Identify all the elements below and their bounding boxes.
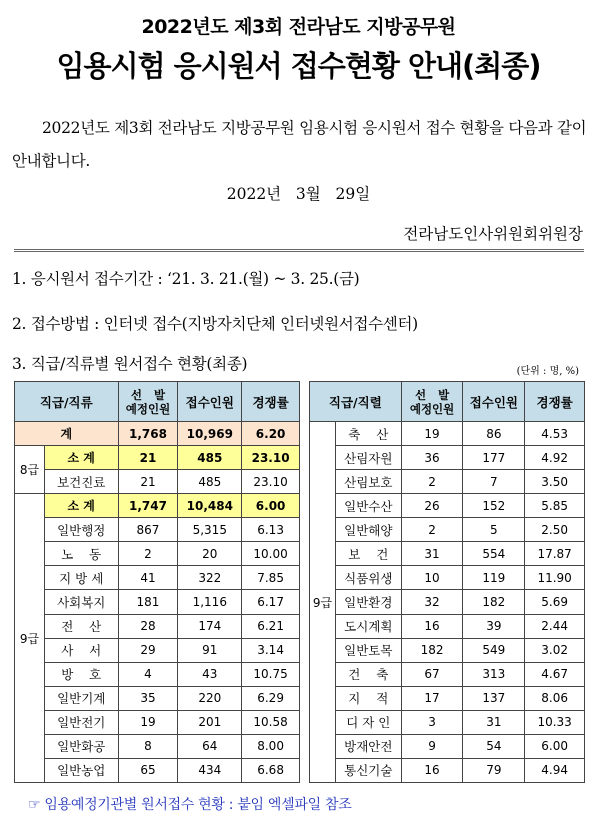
row-name: 보건진료 xyxy=(44,470,118,494)
row-ratio: 6.29 xyxy=(242,686,300,710)
row-applied: 7 xyxy=(463,470,525,494)
row-applied: 91 xyxy=(178,638,242,662)
table-row xyxy=(15,470,300,494)
table-row xyxy=(310,662,585,686)
row-planned: 16 xyxy=(401,614,463,638)
row-planned: 31 xyxy=(401,542,463,566)
row-ratio: 23.10 xyxy=(242,446,300,470)
table-row xyxy=(15,518,300,542)
row-planned: 19 xyxy=(118,710,178,734)
row-ratio: 10.33 xyxy=(525,710,585,734)
row-ratio: 10.58 xyxy=(242,710,300,734)
table-row xyxy=(310,734,585,758)
right-status-table xyxy=(309,381,585,783)
row-name: 소 계 xyxy=(44,446,118,470)
row-planned: 3 xyxy=(401,710,463,734)
total-applied: 10,969 xyxy=(178,422,242,446)
notice-date: 2022년 3월 29일 xyxy=(226,185,371,203)
double-separator xyxy=(14,249,584,252)
table-row xyxy=(15,590,300,614)
row-ratio: 4.94 xyxy=(525,758,585,782)
row-planned: 182 xyxy=(401,638,463,662)
table-row xyxy=(15,710,300,734)
row-applied: 10,484 xyxy=(178,494,242,518)
row-planned: 67 xyxy=(401,662,463,686)
table-row xyxy=(310,566,585,590)
table-row xyxy=(15,446,300,470)
table-row xyxy=(15,614,300,638)
row-planned: 36 xyxy=(401,446,463,470)
section-application-period: 1. 응시원서 접수기간 : ‘21. 3. 21.(월) ~ 3. 25.(금) xyxy=(12,270,360,288)
table-row xyxy=(15,566,300,590)
row-name: 통신기술 xyxy=(335,758,401,782)
row-ratio: 3.02 xyxy=(525,638,585,662)
row-applied: 5 xyxy=(463,518,525,542)
row-name: 일반행정 xyxy=(44,518,118,542)
row-ratio: 6.00 xyxy=(525,734,585,758)
header-planned-line1: 선 발 xyxy=(414,387,450,402)
row-applied: 79 xyxy=(463,758,525,782)
table-row xyxy=(310,494,585,518)
table-row xyxy=(310,446,585,470)
row-planned: 17 xyxy=(401,686,463,710)
row-name: 산림자원 xyxy=(335,446,401,470)
row-ratio: 6.21 xyxy=(242,614,300,638)
unit-note: (단위 : 명, %) xyxy=(516,366,579,377)
row-applied: 554 xyxy=(463,542,525,566)
row-name: 일반환경 xyxy=(335,590,401,614)
row-ratio: 6.00 xyxy=(242,494,300,518)
row-planned: 4 xyxy=(118,662,178,686)
row-planned: 9 xyxy=(401,734,463,758)
row-name: 일반해양 xyxy=(335,518,401,542)
row-ratio: 5.69 xyxy=(525,590,585,614)
row-name: 방재안전 xyxy=(335,734,401,758)
row-planned: 16 xyxy=(401,758,463,782)
row-applied: 31 xyxy=(463,710,525,734)
row-applied: 549 xyxy=(463,638,525,662)
row-planned: 28 xyxy=(118,614,178,638)
document-subtitle: 2022년도 제3회 전라남도 지방공무원 xyxy=(141,16,456,38)
table-row-total xyxy=(15,422,300,446)
table-row xyxy=(15,638,300,662)
row-applied: 119 xyxy=(463,566,525,590)
row-name: 건 축 xyxy=(335,662,401,686)
row-planned: 26 xyxy=(401,494,463,518)
row-ratio: 10.00 xyxy=(242,542,300,566)
header-applied: 접수인원 xyxy=(178,382,242,422)
row-name: 보 건 xyxy=(335,542,401,566)
table-row xyxy=(310,686,585,710)
row-name: 식품위생 xyxy=(335,566,401,590)
header-ratio: 경쟁률 xyxy=(242,382,300,422)
row-planned: 1,747 xyxy=(118,494,178,518)
row-ratio: 10.75 xyxy=(242,662,300,686)
row-name: 일반전기 xyxy=(44,710,118,734)
table-header-row xyxy=(15,382,300,422)
header-ratio: 경쟁률 xyxy=(525,382,585,422)
row-planned: 35 xyxy=(118,686,178,710)
footer-attachment-note: ☞ 임용예정기관별 원서접수 현황 : 붙임 엑셀파일 참조 xyxy=(28,797,352,813)
row-name: 노 동 xyxy=(44,542,118,566)
header-category: 직급/직렬 xyxy=(310,382,402,422)
row-ratio: 11.90 xyxy=(525,566,585,590)
row-applied: 434 xyxy=(178,758,242,782)
row-applied: 485 xyxy=(178,470,242,494)
row-planned: 65 xyxy=(118,758,178,782)
row-name: 일반농업 xyxy=(44,758,118,782)
row-ratio: 4.92 xyxy=(525,446,585,470)
row-name: 지 방 세 xyxy=(44,566,118,590)
row-ratio: 2.50 xyxy=(525,518,585,542)
row-applied: 43 xyxy=(178,662,242,686)
table-row xyxy=(310,470,585,494)
section-application-method: 2. 접수방법 : 인터넷 접수(지방자치단체 인터넷원서접수센터) xyxy=(12,315,418,333)
total-label: 계 xyxy=(15,422,119,446)
row-ratio: 2.44 xyxy=(525,614,585,638)
row-name: 축 산 xyxy=(335,422,401,446)
row-name: 지 적 xyxy=(335,686,401,710)
row-ratio: 7.85 xyxy=(242,566,300,590)
table-row xyxy=(310,614,585,638)
row-ratio: 6.13 xyxy=(242,518,300,542)
row-name: 사 서 xyxy=(44,638,118,662)
grade8-label: 8급 xyxy=(15,446,45,494)
header-applied: 접수인원 xyxy=(463,382,525,422)
grade9-label: 9급 xyxy=(310,422,336,783)
row-applied: 20 xyxy=(178,542,242,566)
row-applied: 313 xyxy=(463,662,525,686)
header-planned-line2: 예정인원 xyxy=(409,401,455,416)
row-planned: 867 xyxy=(118,518,178,542)
total-planned: 1,768 xyxy=(118,422,178,446)
table-row xyxy=(310,638,585,662)
total-ratio: 6.20 xyxy=(242,422,300,446)
row-ratio: 8.06 xyxy=(525,686,585,710)
table-row xyxy=(15,542,300,566)
header-planned-line1: 선 발 xyxy=(130,387,166,402)
row-planned: 181 xyxy=(118,590,178,614)
table-row xyxy=(15,734,300,758)
table-row xyxy=(15,758,300,782)
table-row xyxy=(15,686,300,710)
table-row xyxy=(310,518,585,542)
row-name: 도시계획 xyxy=(335,614,401,638)
row-name: 사회복지 xyxy=(44,590,118,614)
row-applied: 152 xyxy=(463,494,525,518)
left-status-table xyxy=(14,381,300,783)
row-applied: 86 xyxy=(463,422,525,446)
row-applied: 39 xyxy=(463,614,525,638)
intro-paragraph: 2022년도 제3회 전라남도 지방공무원 임용시험 응시원서 접수 현황을 다음과 같이 안내합니다. xyxy=(12,119,587,170)
row-applied: 485 xyxy=(178,446,242,470)
table-row xyxy=(310,758,585,782)
row-ratio: 8.00 xyxy=(242,734,300,758)
table-row xyxy=(15,662,300,686)
table-header-row xyxy=(310,382,585,422)
row-applied: 54 xyxy=(463,734,525,758)
row-name: 산림보호 xyxy=(335,470,401,494)
row-name: 일반토목 xyxy=(335,638,401,662)
row-name: 일반화공 xyxy=(44,734,118,758)
row-ratio: 4.53 xyxy=(525,422,585,446)
grade9-label: 9급 xyxy=(15,494,45,783)
row-applied: 220 xyxy=(178,686,242,710)
row-applied: 201 xyxy=(178,710,242,734)
table-row xyxy=(310,590,585,614)
row-applied: 177 xyxy=(463,446,525,470)
section-status-heading: 3. 직급/직류별 원서접수 현황(최종) xyxy=(12,355,248,373)
row-planned: 21 xyxy=(118,470,178,494)
row-planned: 10 xyxy=(401,566,463,590)
row-planned: 19 xyxy=(401,422,463,446)
row-ratio: 4.67 xyxy=(525,662,585,686)
row-applied: 182 xyxy=(463,590,525,614)
row-applied: 1,116 xyxy=(178,590,242,614)
row-applied: 5,315 xyxy=(178,518,242,542)
table-row xyxy=(310,422,585,446)
row-planned: 41 xyxy=(118,566,178,590)
row-ratio: 3.14 xyxy=(242,638,300,662)
row-planned: 21 xyxy=(118,446,178,470)
table-row xyxy=(310,542,585,566)
row-applied: 137 xyxy=(463,686,525,710)
header-planned-line2: 예정인원 xyxy=(125,401,171,416)
row-planned: 2 xyxy=(401,470,463,494)
row-planned: 8 xyxy=(118,734,178,758)
header-planned xyxy=(118,382,178,422)
header-category: 직급/직류 xyxy=(15,382,119,422)
row-ratio: 17.87 xyxy=(525,542,585,566)
header-planned xyxy=(401,382,463,422)
row-applied: 174 xyxy=(178,614,242,638)
row-ratio: 3.50 xyxy=(525,470,585,494)
table-row xyxy=(15,494,300,518)
table-row xyxy=(310,710,585,734)
row-ratio: 5.85 xyxy=(525,494,585,518)
row-name: 디 자 인 xyxy=(335,710,401,734)
row-applied: 64 xyxy=(178,734,242,758)
row-ratio: 6.17 xyxy=(242,590,300,614)
row-ratio: 23.10 xyxy=(242,470,300,494)
row-applied: 322 xyxy=(178,566,242,590)
row-planned: 32 xyxy=(401,590,463,614)
row-name: 전 산 xyxy=(44,614,118,638)
row-ratio: 6.68 xyxy=(242,758,300,782)
issuing-organization: 전라남도인사위원회위원장 xyxy=(403,225,583,243)
document-title: 임용시험 응시원서 접수현황 안내(최종) xyxy=(56,49,541,83)
row-planned: 2 xyxy=(118,542,178,566)
row-name: 일반기계 xyxy=(44,686,118,710)
row-planned: 29 xyxy=(118,638,178,662)
row-name: 소 계 xyxy=(44,494,118,518)
row-name: 방 호 xyxy=(44,662,118,686)
row-planned: 2 xyxy=(401,518,463,542)
row-name: 일반수산 xyxy=(335,494,401,518)
